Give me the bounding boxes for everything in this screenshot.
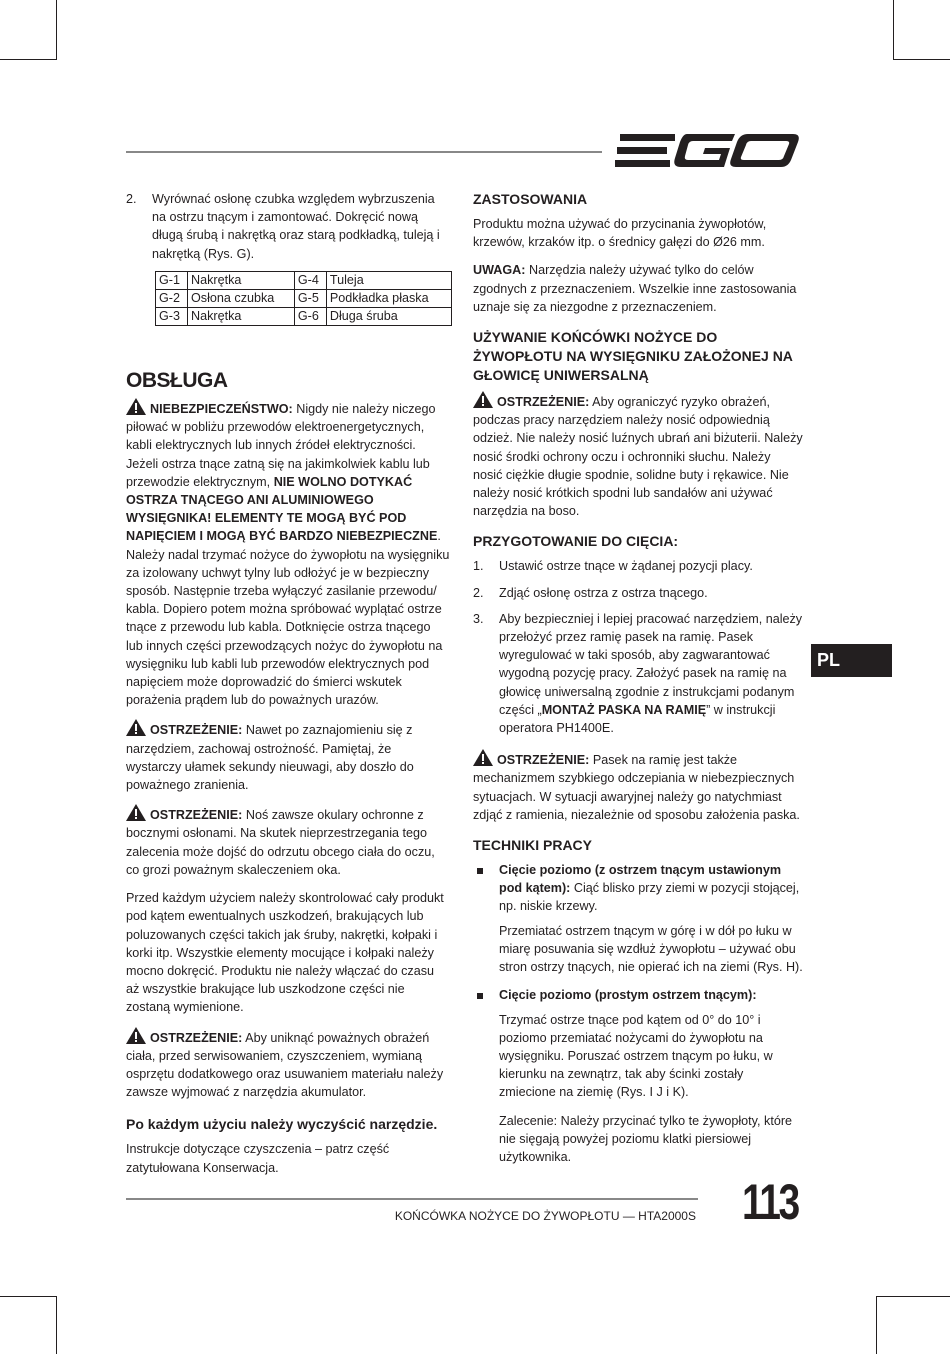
warning-triangle-icon — [473, 749, 493, 766]
warning-paragraph — [126, 1027, 450, 1102]
bullet-icon — [473, 986, 499, 1004]
crop-mark — [876, 1296, 877, 1354]
language-tab: PL — [811, 644, 892, 677]
warning-paragraph — [126, 719, 450, 794]
crop-mark — [0, 1296, 56, 1297]
list-text: Wyrównać osłonę czubka względem wybrzuszenia na ostrzu tnącym i zamontować. Dokręcić nową długą śrubą i nakrętką oraz starą podkładką, tuleją i nakrętką (Rys. G). — [152, 192, 440, 261]
bullet-bold: Cięcie poziomo (z ostrzem tnącym ustawionym pod kątem): — [499, 863, 782, 896]
danger-paragraph — [126, 398, 450, 709]
right-column — [473, 190, 803, 1176]
bullet-item — [473, 861, 803, 916]
warning-paragraph — [473, 749, 803, 824]
list-text-bold: MONTAŻ PASKA NA RAMIĘ — [541, 702, 707, 717]
list-number: 1. — [473, 559, 484, 574]
warning-label: OSTRZEŻENIE: — [150, 808, 243, 823]
list-item — [473, 584, 803, 602]
danger-bold-text: NIE WOLNO DOTYKAĆ OSTRZA TNĄCEGO ANI ALUMINIOWEGO WYSIĘGNIKA! ELEMENTY TE MOGĄ BYĆ POD NAPIĘCIEM I MOGĄ BYĆ BARDZO NIEBEZPIECZNE — [126, 474, 438, 544]
table-row — [156, 307, 452, 325]
footer-title: KOŃCÓWKA NOŻYCE DO ŻYWOPŁOTU — HTA2000S — [394, 1209, 696, 1223]
part-code: G-6 — [294, 307, 326, 325]
warning-text: Pasek na ramię jest także mechanizmem szybkiego odczepiania w niebezpiecznych sytuacjach. W sytuacji awaryjnej należy go natychmiast zdjąć z ramienia, niezależnie od sposobu założenia paska. — [473, 753, 800, 822]
page-number: 113 — [742, 1174, 798, 1230]
bullet-text — [499, 986, 803, 1004]
part-code: G-2 — [156, 289, 188, 307]
warning-label: OSTRZEŻENIE: — [150, 723, 243, 738]
danger-text: Nigdy nie należy niczego piłować w pobliżu przewodów elektroenergetycznych, kabli elektrycznych lub innych źródeł elektryczności. Jeżeli ostrza tnące zatną się na jakimkolwiek kablu lub przewodzie elektrycznym, — [126, 402, 436, 489]
list-item — [473, 557, 803, 575]
part-code: G-4 — [294, 271, 326, 289]
note-label: UWAGA: — [473, 263, 526, 278]
crop-mark — [893, 59, 950, 60]
list-text — [499, 610, 803, 737]
preparation-heading: PRZYGOTOWANIE DO CIĘCIA: — [473, 533, 679, 550]
danger-label: NIEBEZPIECZEŃSTWO: — [150, 402, 293, 417]
warning-text: Nawet po zaznajomieniu się z narzędziem, zachowaj ostrożność. Pamiętaj, że wystarczy ułamek sekundy nieuwagi, aby doszło do poważnego zranienia. — [126, 723, 414, 793]
cleaning-heading: Po każdym użyciu należy wyczyścić narzędzie. — [126, 1116, 438, 1133]
body-paragraph: Przemiatać ostrzem tnącym w górę i w dół po łuku w miarę posuwania się wzdłuż żywopłotu – używać obu stron ostrzy tnących, nie opierać ich na ziemi (Rys. H). — [499, 923, 803, 975]
crop-mark — [56, 1296, 57, 1354]
table-row — [156, 271, 452, 289]
section-title: OBSŁUGA — [126, 368, 228, 392]
table-row — [156, 289, 452, 307]
bullet-text — [499, 861, 803, 916]
warning-triangle-icon — [126, 804, 146, 821]
warning-text: Aby ograniczyć ryzyko obrażeń, podczas pracy narzędziem należy nosić odpowiednią odzież. Nie należy nosić luźnych ubrań ani biżuterii. Należy nosić środki ochrony oczu i ochronniki słuchu. Należy nosić ciężkie długie spodnie, solidne buty i rękawice. Nie należy nosić krótkich spodni lub sandałów ani używać narzędzia na boso. — [473, 395, 803, 519]
warning-triangle-icon — [126, 719, 146, 736]
ego-logo — [615, 130, 800, 170]
warning-label: OSTRZEŻENIE: — [150, 1030, 243, 1045]
list-item — [473, 610, 803, 737]
bullet-bold: Cięcie poziomo (prostym ostrzem tnącym): — [499, 988, 757, 1003]
list-text: Zdjąć osłonę ostrza z ostrza tnącego. — [499, 585, 708, 600]
body-paragraph: Produktu można używać do przycinania żywopłotów, krzewów, krzaków itp. o średnicy gałęzi do Ø26 mm. — [473, 217, 767, 250]
crop-mark — [0, 59, 56, 60]
techniques-heading: TECHNIKI PRACY — [473, 837, 593, 854]
danger-text: . Należy nadal trzymać nożyce do żywopłotu na wysięgniku za izolowany uchwyt tylny lub odłożyć je w bezpieczny sposób. Następnie trzeba wyłączyć zasilanie przewodu/ kabla. Dopiero potem można spróbować wyplątać ostrze tnące z przewodu lub kabla. Dotknięcie ostrza tnącego lub innych części przewodzących nożyc do żywopłotu na wysięgniku lub kabli lub przewodów elektrycznych pod napięciem może doprowadzić do śmierci wskutek porażenia prądem lub do poważnych urazów. — [126, 529, 450, 708]
warning-label: OSTRZEŻENIE: — [497, 395, 590, 410]
bullet-icon — [473, 861, 499, 916]
bullet-body: Ciąć blisko przy ziemi w pozycji stojącej, np. niskie krzewy. — [499, 881, 800, 914]
list-text: Ustawić ostrze tnące w żądanej pozycji placy. — [499, 559, 753, 574]
part-name: Osłona czubka — [188, 289, 295, 307]
note-text: Narzędzia należy używać tylko do celów zgodnych z przeznaczeniem. Wszelkie inne zastosowania uznaje się za niezgodne z przeznaczeniem. — [473, 263, 797, 314]
warning-triangle-icon — [126, 398, 146, 415]
warning-triangle-icon — [126, 1027, 146, 1044]
part-code: G-3 — [156, 307, 188, 325]
list-number: 3. — [473, 611, 484, 626]
list-number: 2. — [126, 192, 137, 206]
body-paragraph: Instrukcje dotyczące czyszczenia – patrz część zatytułowana Konserwacja. — [126, 1142, 390, 1175]
warning-paragraph — [126, 804, 450, 879]
list-item — [126, 190, 450, 263]
parts-table — [155, 271, 452, 326]
crop-mark — [56, 0, 57, 60]
warning-text: Aby uniknąć poważnych obrażeń ciała, przed serwisowaniem, czyszczeniem, wymianą osprzętu dodatkowego oraz usuwaniem materiału należy zawsze wyjmować z narzędzia akumulator. — [126, 1030, 444, 1100]
crop-mark — [893, 0, 894, 60]
part-name: Nakrętka — [188, 271, 295, 289]
list-text-part: Aby bezpieczniej i lepiej pracować narzędziem, należy przełożyć przez ramię pasek na ramię. Pasek wyregulować w taki sposób, aby zagwarantować wygodną pozycję pracy. Założyć pasek na ramię na głowicę uniwersalną zgodnie z instrukcjami podanym części „ — [499, 611, 803, 717]
using-heading: UŻYWANIE KOŃCÓWKI NOŻYCE DO ŻYWOPŁOTU NA WYSIĘGNIKU ZAŁOŻONEJ NA GŁOWICĘ UNIWERSALNĄ — [473, 329, 793, 384]
part-name: Długa śruba — [326, 307, 451, 325]
part-name: Podkładka płaska — [326, 289, 451, 307]
warning-label: OSTRZEŻENIE: — [497, 753, 590, 768]
warning-text: Noś zawsze okulary ochronne z bocznymi osłonami. Na skutek nieprzestrzegania tego zalecenia może dojść do odrzutu obcego ciała do oczu, co grozi poważnym skaleczeniem oka. — [126, 808, 435, 877]
warning-triangle-icon — [473, 391, 493, 408]
warning-paragraph — [473, 391, 803, 520]
footer-rule — [126, 1198, 698, 1200]
body-paragraph: Trzymać ostrze tnące pod kątem od 0° do 10° i poziomo przemiatać nożycami do żywopłotu na wysięgniku. Poruszać ostrzem tnącym po łuku, w kierunku na zewnątrz, tak aby ścinki zostały zmiecione na ziemię (Rys. I J i K). — [499, 1012, 773, 1100]
header-rule — [126, 151, 602, 153]
list-text-part: ” w instrukcji operatora PH1400E. — [499, 702, 776, 736]
body-paragraph: Zalecenie: Należy przycinać tylko te żywopłoty, które nie sięgają powyżej poziomu klatki piersiowej użytkownika. — [499, 1113, 793, 1164]
body-paragraph: Przed każdym użyciem należy skontrolować cały produkt pod kątem ewentualnych uszkodzeń, brakujących lub poluzowanych części takich jak śruby, nakrętki, kołpaki i korki itp. Wszystkie elementy mocujące i kołpaki należy mocno dokręcić. Produktu nie należy włączać do czasu aż wszystkie brakujące lub uszkodzone części nie zostaną wymienione. — [126, 891, 444, 1015]
note-paragraph — [473, 261, 803, 316]
part-code: G-1 — [156, 271, 188, 289]
part-code: G-5 — [294, 289, 326, 307]
part-name: Nakrętka — [188, 307, 295, 325]
crop-mark — [876, 1296, 950, 1297]
bullet-item — [473, 986, 803, 1004]
left-column — [126, 190, 450, 1187]
list-number: 2. — [473, 585, 484, 600]
applications-heading: ZASTOSOWANIA — [473, 191, 588, 207]
part-name: Tuleja — [326, 271, 451, 289]
